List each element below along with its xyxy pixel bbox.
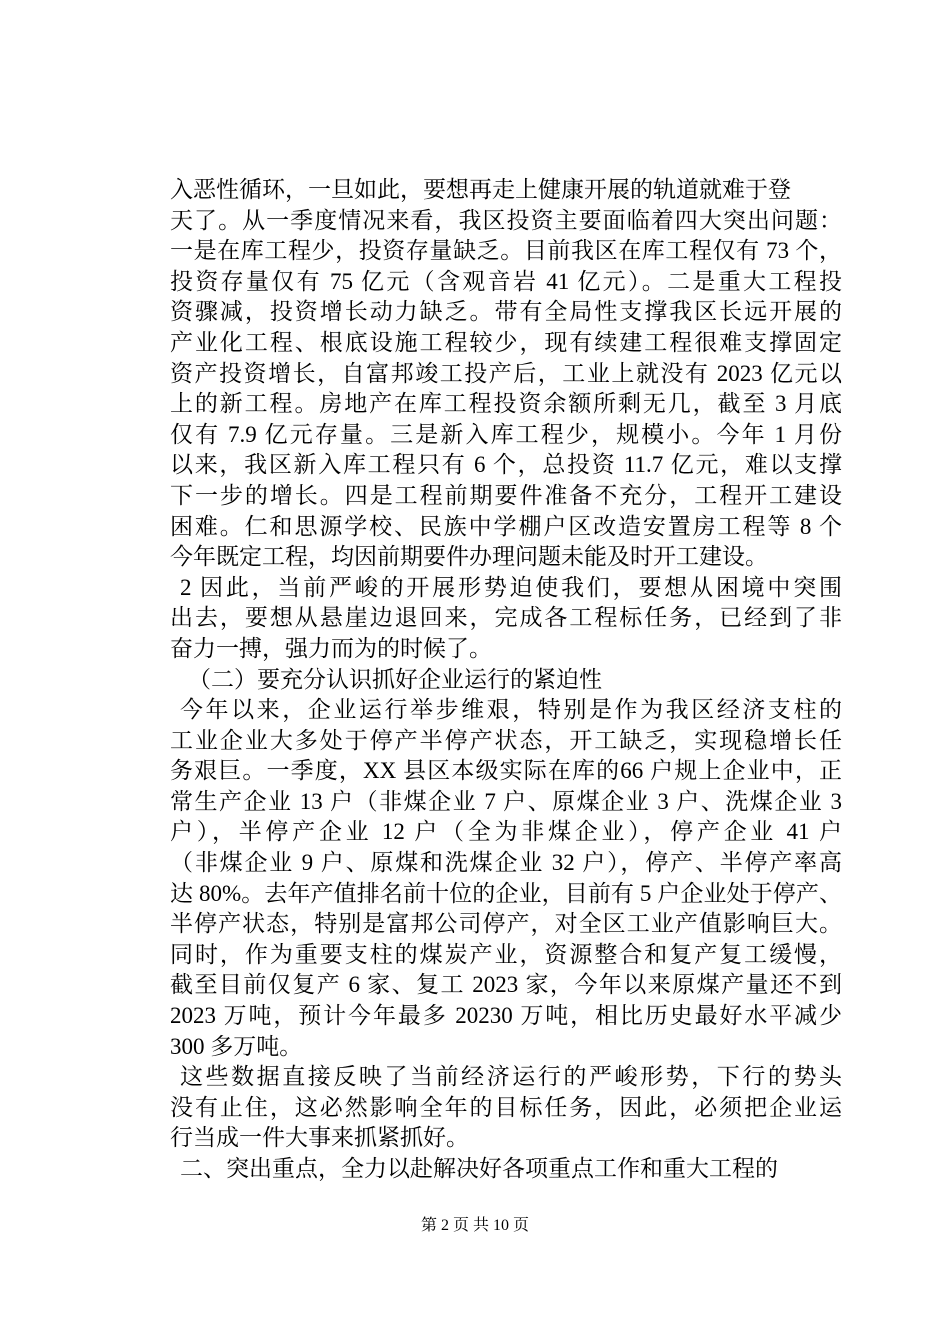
section-heading: 二、突出重点，全力以赴解决好各项重点工作和重大工程的: [180, 1156, 778, 1181]
section-heading: （二）要充分认识抓好企业运行的紧迫性: [188, 666, 602, 692]
text-line: 上的新工程。房地产在库工程投资余额所剩无几，截至 3 月底: [170, 391, 842, 417]
paragraph-start-line: 今年以来，企业运行举步维艰，特别是作为我区经济支柱的: [180, 697, 842, 723]
text-line: 以来，我区新入库工程只有 6 个，总投资 11.7 亿元，难以支撑: [170, 452, 842, 478]
text-line: 奋力一搏，强力而为的时候了。: [170, 635, 492, 661]
page-footer: 第 2 页 共 10 页: [420, 1217, 529, 1234]
text-line: 常生产企业 13 户（非煤企业 7 户、原煤企业 3 户、洗煤企业 3: [170, 788, 842, 814]
paragraph-start-line: 这些数据直接反映了当前经济运行的严峻形势，下行的势头: [180, 1064, 842, 1090]
text-line: 务艰巨。一季度，XX 县区本级实际在库的66 户规上企业中，正: [170, 758, 842, 784]
paragraph-start-line: 2 因此，当前严峻的开展形势迫使我们，要想从困境中突围: [180, 574, 842, 600]
text-line: 天了。从一季度情况来看，我区投资主要面临着四大突出问题：: [170, 207, 842, 233]
text-line: 一是在库工程少，投资存量缺乏。目前我区在库工程仅有 73 个，: [170, 238, 842, 264]
text-line: 达 80%。去年产值排名前十位的企业，目前有 5 户企业处于停产、: [170, 880, 842, 906]
text-line: 资产投资增长，自富邦竣工投产后，工业上就没有 2023 亿元以: [170, 360, 842, 386]
text-line: 投资存量仅有 75 亿元（含观音岩 41 亿元）。二是重大工程投: [170, 268, 842, 294]
body-text: [170, 175, 842, 1185]
text-line: （非煤企业 9 户、原煤和洗煤企业 32 户），停产、半停产率高: [170, 850, 842, 876]
text-line: 300 多万吨。: [170, 1033, 303, 1059]
text-line: 截至目前仅复产 6 家、复工 2023 家，今年以来原煤产量还不到: [170, 972, 842, 998]
text-line: 户），半停产企业 12 户（全为非煤企业），停产企业 41 户: [170, 819, 842, 845]
text-line: 工业企业大多处于停产半停产状态，开工缺乏，实现稳增长任: [170, 727, 842, 753]
text-line: 行当成一件大事来抓紧抓好。: [170, 1125, 469, 1151]
text-line: 入恶性循环，一旦如此，要想再走上健康开展的轨道就难于登: [170, 177, 791, 202]
text-line: 困难。仁和思源学校、民族中学棚户区改造安置房工程等 8 个: [170, 513, 842, 539]
text-line: 出去，要想从悬崖边退回来，完成各工程标任务，已经到了非: [170, 605, 842, 631]
text-line: 同时，作为重要支柱的煤炭产业，资源整合和复产复工缓慢，: [170, 941, 842, 967]
text-line: 产业化工程、根底设施工程较少，现有续建工程很难支撑固定: [170, 329, 842, 355]
text-line: 半停产状态，特别是富邦公司停产，对全区工业产值影响巨大。: [170, 911, 842, 937]
text-line: 下一步的增长。四是工程前期要件准备不充分，工程开工建设: [170, 482, 842, 508]
text-line: 仅有 7.9 亿元存量。三是新入库工程少，规模小。今年 1 月份: [170, 421, 842, 447]
text-line: 没有止住，这必然影响全年的目标任务，因此，必须把企业运: [170, 1094, 842, 1120]
text-line: 今年既定工程，均因前期要件办理问题未能及时开工建设。: [170, 544, 768, 570]
text-line: 2023 万吨，预计今年最多 20230 万吨，相比历史最好水平减少: [170, 1003, 842, 1029]
text-line: 资骤减，投资增长动力缺乏。带有全局性支撑我区长远开展的: [170, 299, 842, 325]
